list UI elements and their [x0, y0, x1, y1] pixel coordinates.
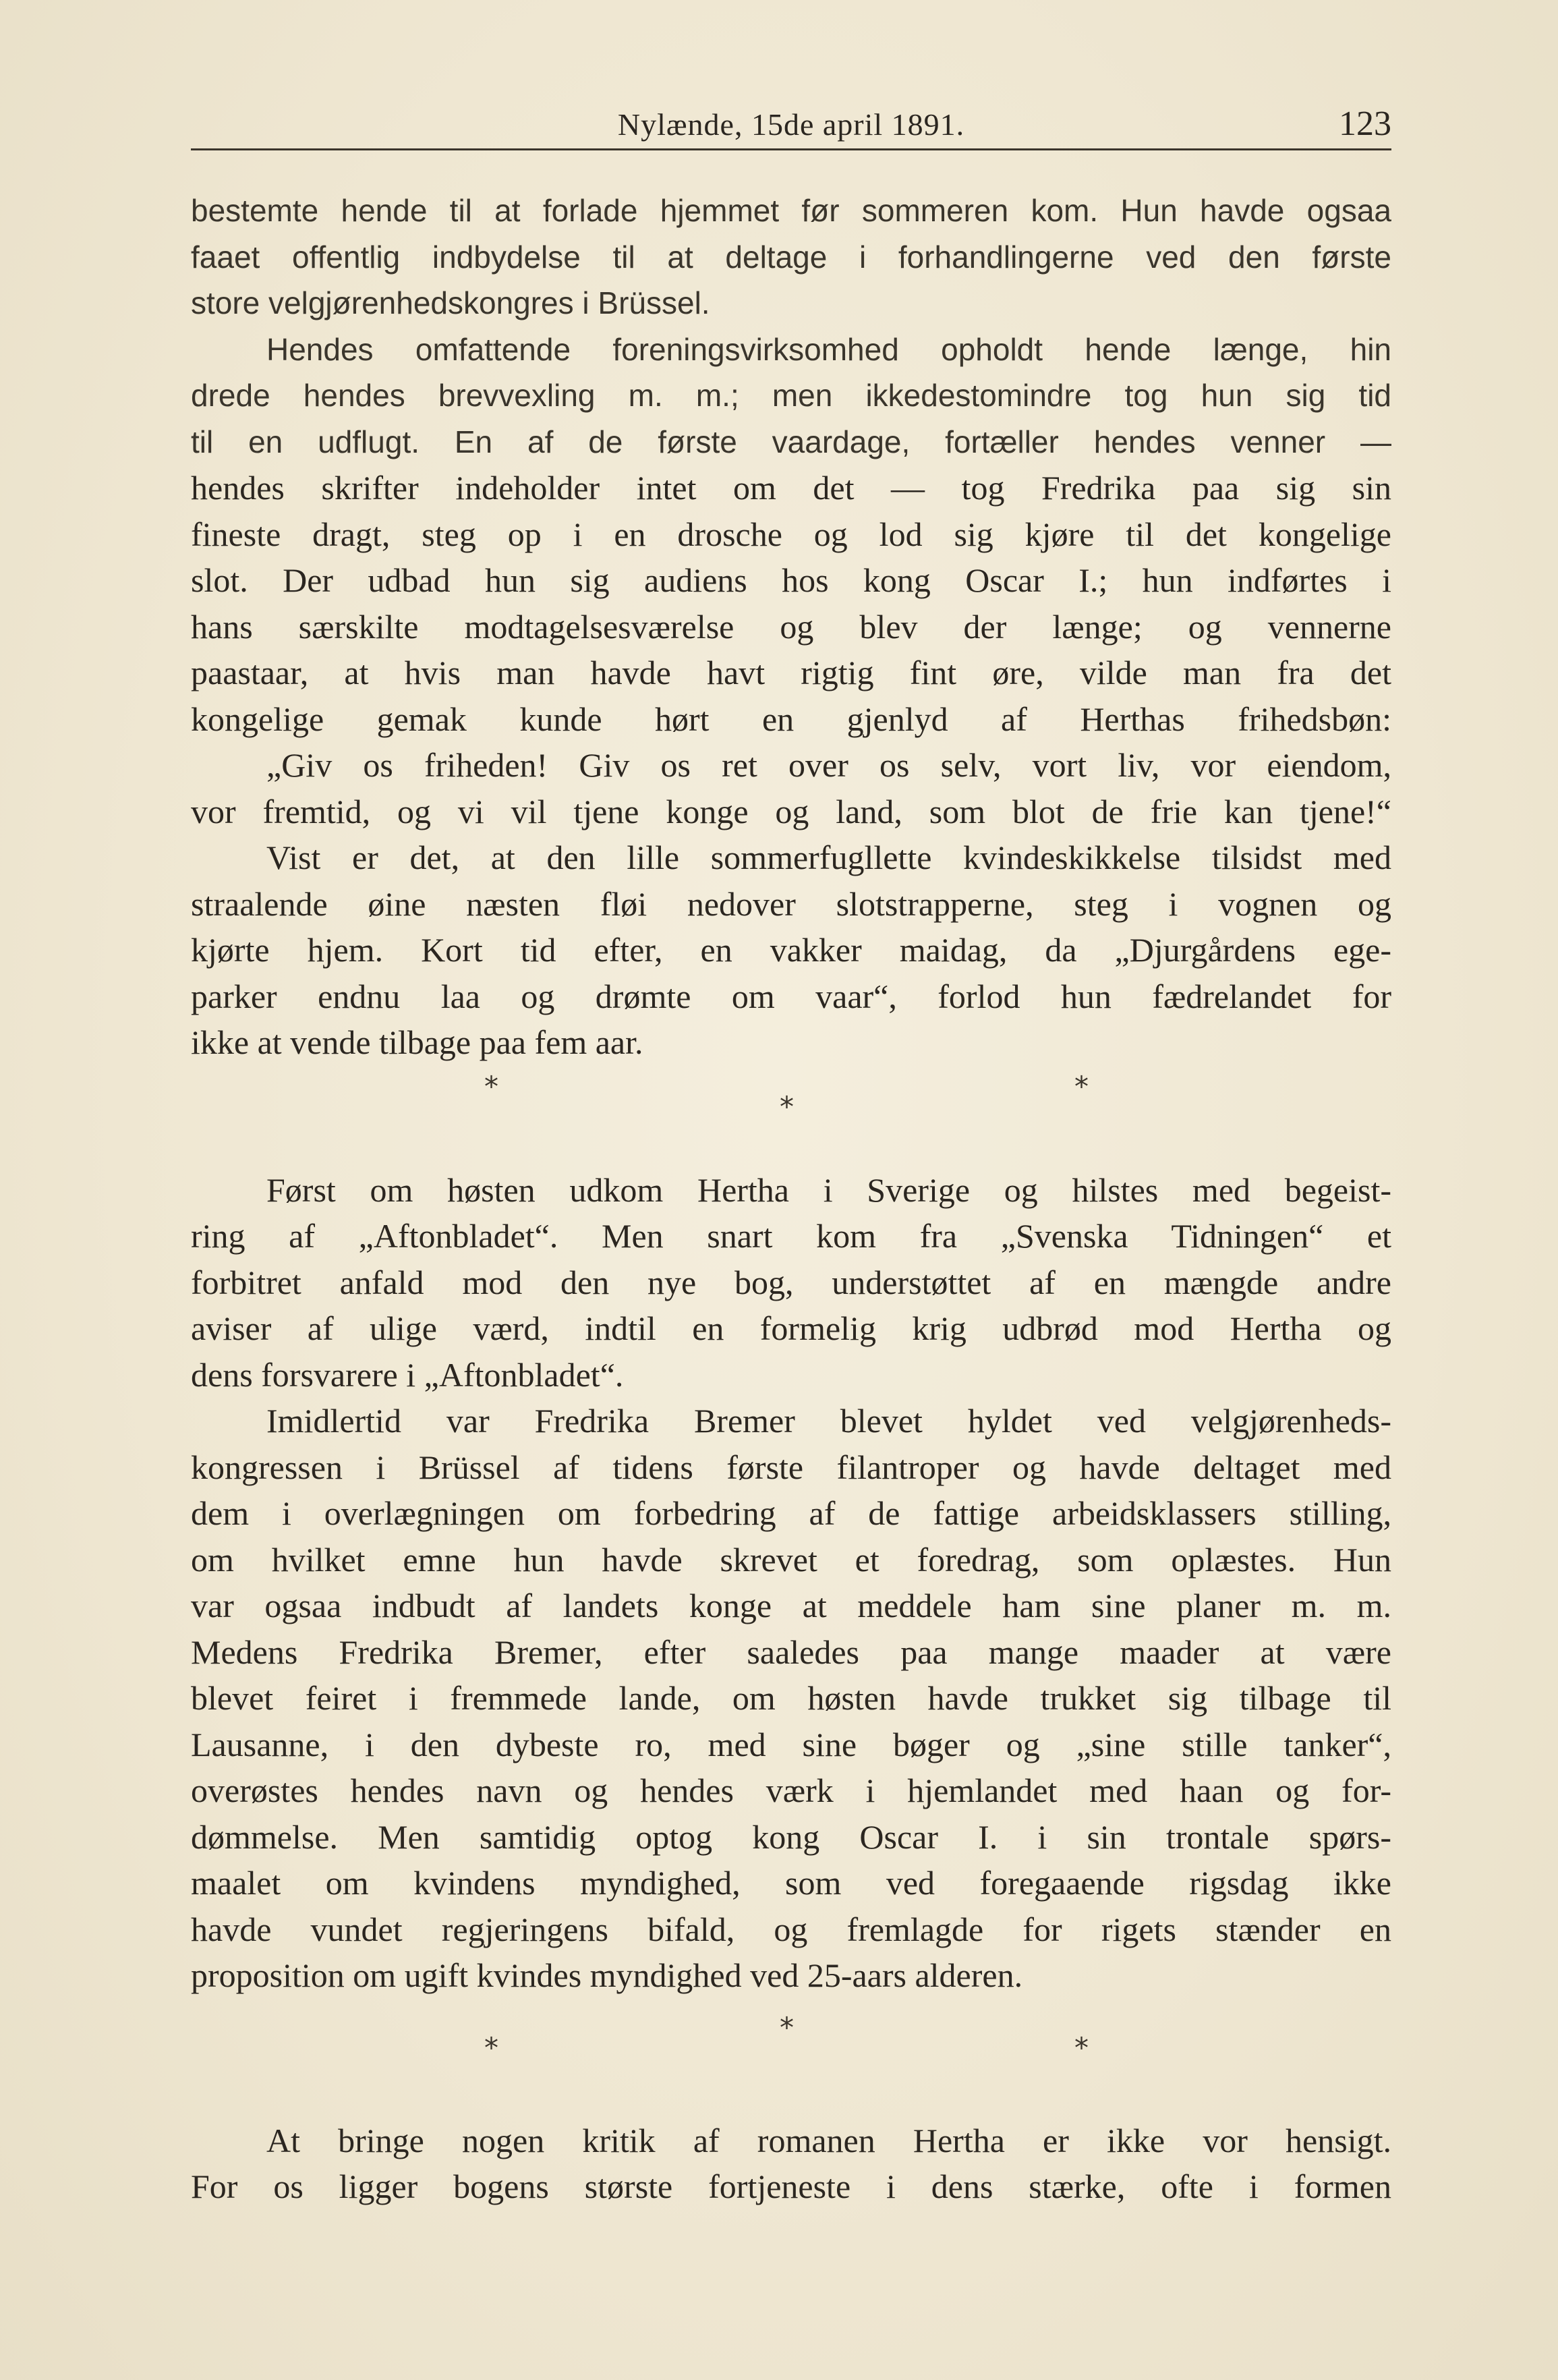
section-separator: [191, 1066, 1391, 1167]
text-line: overøstes hendes navn og hendes værk i hjemlandet med haan og for-: [191, 1772, 1391, 1809]
section-2: [191, 1167, 1391, 1999]
text-line: bestemte hende til at forlade hjemmet før sommeren kom. Hun havde ogsaa: [191, 193, 1391, 228]
text-line: aviser af ulige værd, indtil en formelig krig udbrød mod Hertha og: [191, 1309, 1391, 1347]
text-line: straalende øine næsten fløi nedover slotstrapperne, steg i vognen og: [191, 884, 1391, 923]
text-line: Lausanne, i den dybeste ro, med sine bøger og „sine stille tanker“,: [191, 1725, 1391, 1763]
asterisk: *: [1074, 2031, 1089, 2064]
asterisk: *: [484, 2031, 498, 2064]
text-line: dem i overlægningen om forbedring af de fattige arbeidsklassers stilling,: [191, 1494, 1391, 1532]
text-line: kongressen i Brüssel af tidens første filantroper og havde deltaget med: [191, 1448, 1391, 1486]
text-line: proposition om ugift kvindes myndighed ved 25-aars alderen.: [191, 1956, 1023, 1994]
asterisk: *: [780, 2010, 794, 2044]
article-body: [191, 188, 1391, 2210]
text-line: slot. Der udbad hun sig audiens hos kong Oscar I.; hun indførtes i: [191, 561, 1391, 599]
section-3: [191, 2118, 1391, 2210]
asterisk: *: [780, 1089, 794, 1123]
section-1: [191, 188, 1391, 1066]
text-line: drede hendes brevvexling m. m.; men ikkedestomindre tog hun sig tid: [191, 378, 1391, 413]
section-separator: [191, 1999, 1391, 2118]
text-line: Først om høsten udkom Hertha i Sverige og hilstes med begeist-: [266, 1170, 1391, 1209]
text-line: ring af „Aftonbladet“. Men snart kom fra „Svenska Tidningen“ et: [191, 1217, 1391, 1255]
text-line: havde vundet regjeringens bifald, og fremlagde for rigets stænder en: [191, 1910, 1391, 1948]
text-line: hans særskilte modtagelsesværelse og blev der længe; og vennerne: [191, 607, 1391, 646]
text-line: vor fremtid, og vi vil tjene konge og land, som blot de frie kan tjene!“: [191, 792, 1391, 830]
text-line: kjørte hjem. Kort tid efter, en vakker maidag, da „Djurgårdens ege-: [191, 931, 1391, 969]
text-line: parker endnu laa og drømte om vaar“, forlod hun fædrelandet for: [191, 977, 1391, 1015]
text-line: ikke at vende tilbage paa fem aar.: [191, 1023, 643, 1061]
text-line: fineste dragt, steg op i en drosche og lod sig kjøre til det kongelige: [191, 515, 1391, 553]
running-header: [191, 101, 1391, 150]
text-line: Vist er det, at den lille sommerfugllette kvindeskikkelse tilsidst med: [266, 839, 1391, 876]
text-line: blevet feiret i fremmede lande, om høsten havde trukket sig tilbage til: [191, 1679, 1391, 1717]
text-line: Hendes omfattende foreningsvirksomhed opholdt hende længe, hin: [266, 331, 1391, 367]
asterisk: *: [1074, 1069, 1089, 1103]
text-line: paastaar, at hvis man havde havt rigtig fint øre, vilde man fra det: [191, 654, 1391, 691]
text-line: Imidlertid var Fredrika Bremer blevet hyldet ved velgjørenheds-: [266, 1402, 1391, 1440]
text-line: Medens Fredrika Bremer, efter saaledes paa mange maader at være: [191, 1633, 1391, 1671]
text-line: dens forsvarere i „Aftonbladet“.: [191, 1355, 624, 1394]
text-line: forbitret anfald mod den nye bog, understøttet af en mængde andre: [191, 1263, 1391, 1301]
text-line: „Giv os friheden! Giv os ret over os selv, vort liv, vor eiendom,: [266, 746, 1391, 784]
text-line: kongelige gemak kunde hørt en gjenlyd af Herthas frihedsbøn:: [191, 700, 1391, 738]
text-line: For os ligger bogens største fortjeneste i dens stærke, ofte i formen: [191, 2168, 1391, 2205]
text-line: til en udflugt. En af de første vaardage, fortæller hendes venner —: [191, 424, 1391, 459]
text-line: faaet offentlig indbydelse til at deltage i forhandlingerne ved den første: [191, 239, 1391, 275]
text-line: hendes skrifter indeholder intet om det — tog Fredrika paa sig sin: [191, 469, 1391, 507]
text-line: maalet om kvindens myndighed, som ved foregaaende rigsdag ikke: [191, 1864, 1391, 1902]
text-line: var ogsaa indbudt af landets konge at meddele ham sine planer m. m.: [191, 1587, 1391, 1624]
page-number: 123: [1339, 105, 1391, 143]
text-line: dømmelse. Men samtidig optog kong Oscar I. i sin trontale spørs-: [191, 1817, 1391, 1856]
asterisk: *: [484, 1069, 498, 1103]
text-line: At bringe nogen kritik af romanen Hertha er ikke vor hensigt.: [266, 2121, 1391, 2159]
text-line: om hvilket emne hun havde skrevet et foredrag, som oplæstes. Hun: [191, 1540, 1391, 1579]
running-title: Nylænde, 15de april 1891.: [617, 107, 965, 142]
text-line: store velgjørenhedskongres i Brüssel.: [191, 285, 710, 320]
